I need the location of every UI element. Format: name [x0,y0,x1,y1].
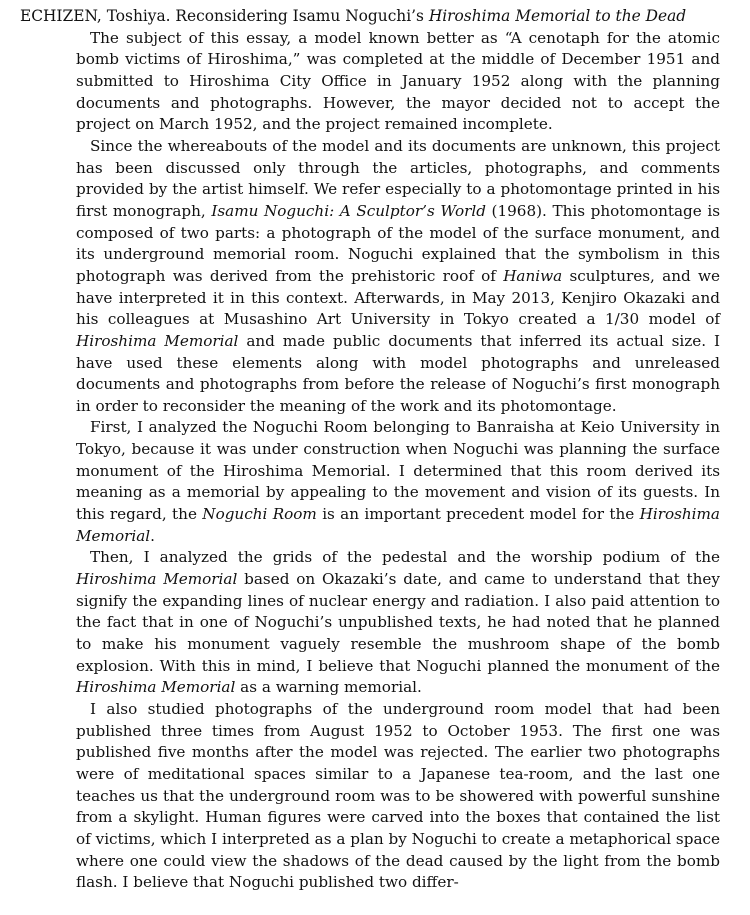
paragraph-5 [20,699,720,894]
article-citation-heading [20,6,720,28]
italic-title: Noguchi Room [202,505,317,524]
paragraph-text: (1968). This photomontage is composed of two parts: a photograph of the model of the surface monument, and its underground memorial room. Noguchi explained that the symbolism in this photograph was derived from the prehistoric roof of [76,201,720,285]
paragraph-text: Since the whereabouts of the model and its documents are unknown, this project has been discussed only through the articles, photographs, and comments provided by the artist himself. We refer especially to a photomontage printed in his first monograph, [76,136,720,220]
citation-author-and-title-prefix: ECHIZEN, Toshiya. Reconsidering Isamu Noguchi’s [20,7,429,25]
paragraph-1 [20,28,720,136]
paragraph-text: The subject of this essay, a model known better as “A cenotaph for the atomic bomb victims of Hiroshima,” was completed at the middle of December 1951 and submitted to Hiroshima City Office in January 1952 along with the planning documents and photographs. However, the mayor decided not to accept the project on March 1952, and the project remained incomplete. [76,28,720,134]
italic-title: Hiroshima Memorial [76,331,239,350]
paragraph-text: I also studied photographs of the underground room model that had been published three times from August 1952 to October 1953. The first one was published five months after the model was rejected. The earlier two photographs were of meditational spaces similar to a Japanese tea-room, and the last one teaches us that the underground room was to be showered with powerful sunshine from a skylight. Human figures were carved into the boxes that contained the list of victims, which I interpreted as a plan by Noguchi to create a metaphorical space where one could view the shadows of the dead caused by the light from the bomb flash. I believe that Noguchi published two differ- [76,700,720,892]
paragraph-text: and made public documents that inferred its actual size. I have used these elements along with model photographs and unreleased documents and photographs from before the release of Noguchi’s first monograph in order to reconsider the meaning of the work and its photomontage. [76,331,720,415]
paragraph-3 [20,417,720,547]
citation-work-title: Hiroshima Memorial to the Dead [428,7,687,25]
italic-title: Hiroshima Memorial [76,678,236,697]
paragraph-text: sculptures, and we have interpreted it in this context. Afterwards, in May 2013, Kenjiro Okazaki and his colleagues at Musashino Art University in Tokyo created a 1/30 model of [76,266,720,329]
paragraph-text: based on Okazaki’s date, and came to understand that they signify the expanding lines of nuclear energy and radiation. I also paid attention to the fact that in one of Noguchi’s unpublished texts, he had noted that he planned to make his monument vaguely resemble the mushroom shape of the bomb explosion. With this in mind, I believe that Noguchi planned the monument of the [76,570,720,675]
italic-title: Hiroshima Memorial [76,570,238,589]
paragraph-text: First, I analyzed the Noguchi Room belonging to Banraisha at Keio University in Tokyo, because it was under construction when Noguchi was planning the surface monument of the Hiroshima Memorial. I determined that this room derived its meaning as a memorial by appealing to the movement and vision of its guests. In this regard, the [76,418,720,524]
italic-title: Isamu Noguchi: A Sculptor’s World [211,201,486,220]
paragraph-text: . [150,526,155,545]
italic-term: Haniwa [503,266,563,285]
paragraph-text: is an important precedent model for the [316,505,640,524]
paragraph-4 [20,547,720,699]
paragraph-text: as a warning memorial. [235,678,422,697]
paragraph-2 [20,136,720,418]
italic-title: Hiroshima Memorial [76,505,720,545]
paragraph-text: Then, I analyzed the grids of the pedestal and the worship podium of the [90,548,720,567]
